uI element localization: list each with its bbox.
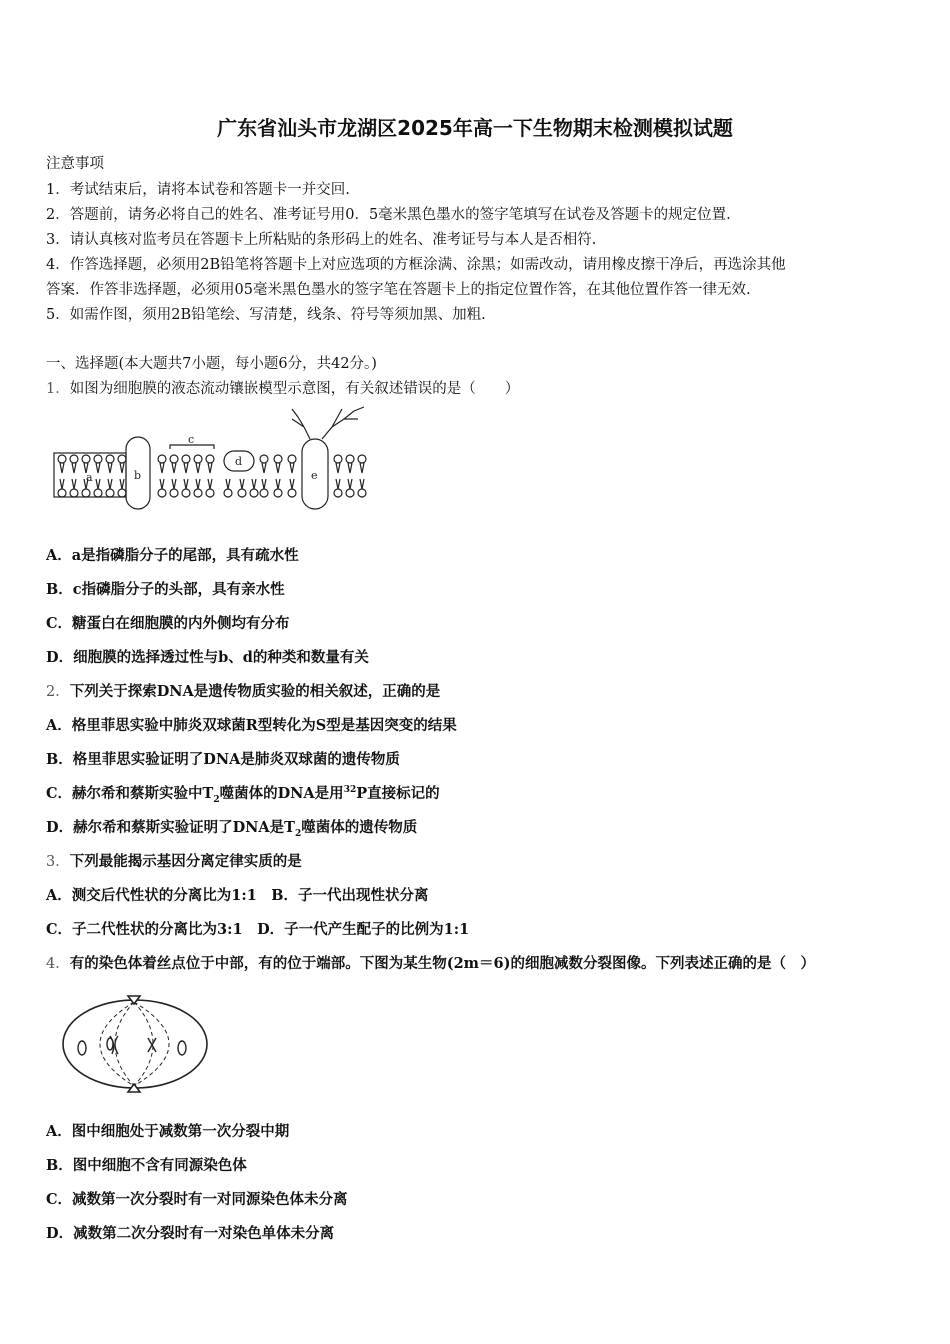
option-row: C．子二代性状的分离比为3:1 D．子一代产生配子的比例为1:1 — [46, 921, 470, 938]
question-number: 2． — [46, 684, 70, 700]
page-title: 广东省汕头市龙湖区2025年高一下生物期末检测模拟试题 — [217, 116, 733, 140]
option — [46, 782, 440, 805]
option-text: D．赫尔希和蔡斯实验证明了DNA是T — [46, 819, 295, 836]
question-1-stem — [46, 377, 519, 398]
option: C．减数第一次分裂时有一对同源染色体未分离 — [46, 1191, 348, 1208]
glycan-chains — [292, 407, 364, 439]
option-text: 噬菌体的遗传物质 — [301, 819, 418, 836]
notes-heading: 注意事项 — [46, 156, 104, 172]
option-text: 噬菌体的DNA是用 — [219, 785, 344, 802]
option: A．a是指磷脂分子的尾部，具有疏水性 — [46, 547, 299, 564]
option: B．c指磷脂分子的头部，具有亲水性 — [46, 581, 285, 598]
note-item: 4．作答选择题，必须用2B铅笔将答题卡上对应选项的方框涂满、涂黑；如需改动，请用橡皮擦干净后，再选涂其他 — [46, 257, 786, 273]
spindle-fibers — [100, 1002, 169, 1086]
question-text: 如图为细胞膜的液态流动镶嵌模型示意图，有关叙述错误的是（ ） — [69, 381, 520, 397]
option-text: C．赫尔希和蔡斯实验中T — [46, 785, 214, 802]
label-d: d — [235, 455, 243, 468]
cell-membrane-figure — [46, 405, 386, 515]
question-4-stem — [46, 952, 815, 973]
label-c: c — [188, 433, 195, 446]
question-text: 下列最能揭示基因分离定律实质的是 — [69, 853, 302, 870]
question-number: 3． — [46, 854, 70, 870]
question-number: 1． — [46, 381, 70, 397]
cell-division-figure — [56, 992, 216, 1096]
label-a: a — [86, 471, 93, 484]
subscript: 2 — [294, 828, 302, 839]
option: A．图中细胞处于减数第一次分裂中期 — [46, 1123, 290, 1140]
note-item: 1．考试结束后，请将本试卷和答题卡一并交回. — [46, 182, 350, 198]
question-3-stem — [46, 850, 302, 871]
chromosomes — [78, 1036, 186, 1055]
note-item: 2．答题前，请务必将自己的姓名、准考证号用0．5毫米黑色墨水的签字笔填写在试卷及答题卡的规定位置. — [46, 207, 731, 223]
question-text: 有的染色体着丝点位于中部，有的位于端部。下图为某生物(2m＝6)的细胞减数分裂图像。下列表述正确的是（ ） — [69, 955, 815, 972]
question-2-stem — [46, 680, 440, 701]
option: A．格里菲思实验中肺炎双球菌R型转化为S型是基因突变的结果 — [46, 717, 457, 734]
option: B．格里菲思实验证明了DNA是肺炎双球菌的遗传物质 — [46, 751, 400, 768]
option-text: P直接标记的 — [356, 785, 440, 802]
option — [46, 816, 417, 839]
question-number: 4． — [46, 956, 70, 972]
option: C．糖蛋白在细胞膜的内外侧均有分布 — [46, 615, 290, 632]
note-item: 5．如需作图，须用2B铅笔绘、写清楚，线条、符号等须加黑、加粗. — [46, 307, 486, 323]
option: D．细胞膜的选择透过性与b、d的种类和数量有关 — [46, 649, 369, 666]
option: B．图中细胞不含有同源染色体 — [46, 1157, 247, 1174]
superscript: 32 — [343, 785, 357, 796]
note-item: 3．请认真核对监考员在答题卡上所粘贴的条形码上的姓名、准考证号与本人是否相符. — [46, 232, 597, 248]
question-text: 下列关于探索DNA是遗传物质实验的相关叙述，正确的是 — [69, 683, 441, 700]
section-heading: 一、选择题(本大题共7小题，每小题6分，共42分。) — [46, 356, 377, 372]
label-b: b — [134, 469, 142, 482]
note-item: 答案．作答非选择题，必须用05毫米黑色墨水的签字笔在答题卡上的指定位置作答，在其他位置作答一律无效. — [46, 282, 751, 298]
option-row: A．测交后代性状的分离比为1:1 B．子一代出现性状分离 — [46, 887, 429, 904]
label-e: e — [311, 469, 318, 482]
subscript: 2 — [213, 794, 220, 805]
option: D．减数第二次分裂时有一对染色单体未分离 — [46, 1225, 335, 1242]
